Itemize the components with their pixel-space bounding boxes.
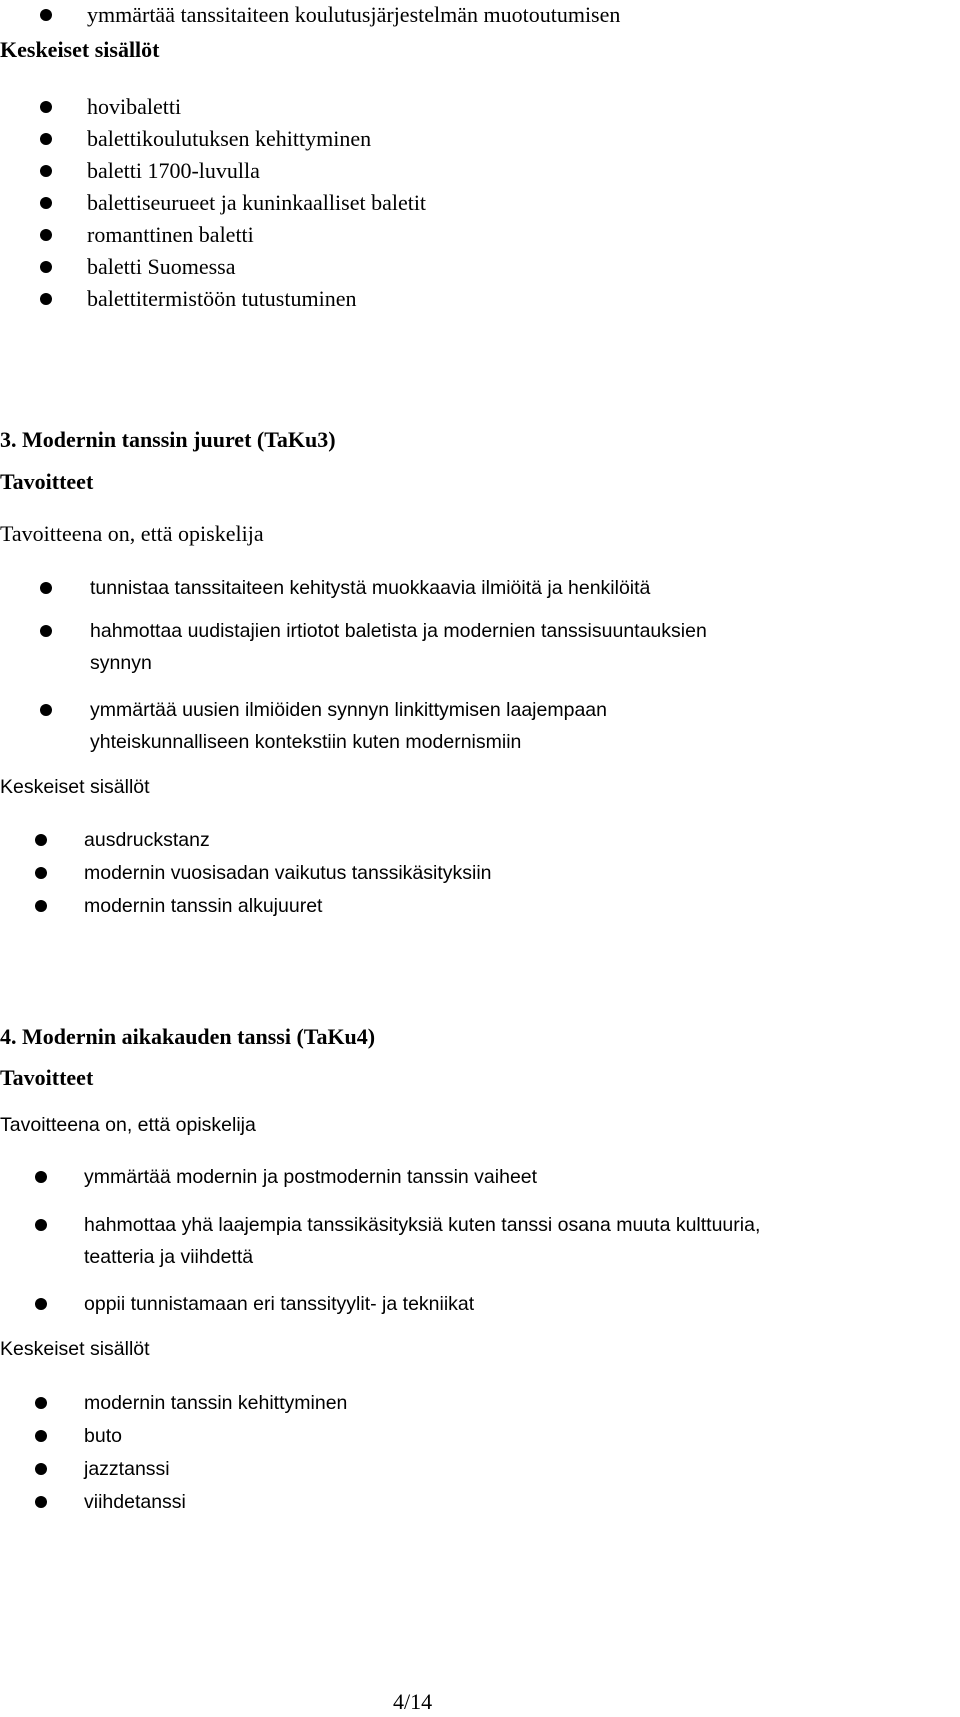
contents-item: balettikoulutuksen kehittyminen <box>87 126 372 151</box>
bullet-icon <box>35 1219 47 1231</box>
goals-heading: Tavoitteet <box>0 1065 94 1090</box>
bullet-icon <box>35 1430 47 1442</box>
bullet-icon <box>35 1496 47 1508</box>
contents-item: baletti 1700-luvulla <box>87 158 260 183</box>
contents-item: modernin tanssin alkujuuret <box>84 895 323 917</box>
contents-item: buto <box>84 1425 122 1447</box>
bullet-icon <box>40 625 52 637</box>
section-title: 3. Modernin tanssin juuret (TaKu3) <box>0 427 336 452</box>
bullet-icon <box>40 293 52 305</box>
contents-item: balettiseurueet ja kuninkaalliset baletit <box>87 190 427 215</box>
goal-item: ymmärtää uusien ilmiöiden synnyn linkittymisen laajempaan <box>90 699 607 721</box>
goal-item: ymmärtää modernin ja postmodernin tanssin vaiheet <box>84 1166 538 1188</box>
contents-item: jazztanssi <box>84 1458 170 1480</box>
goal-item-continuation: synnyn <box>90 652 152 674</box>
goal-item: hahmottaa uudistajien irtiotot baletista ja modernien tanssisuuntauksien <box>90 620 707 642</box>
goal-item: tunnistaa tanssitaiteen kehitystä muokkaavia ilmiöitä ja henkilöitä <box>90 577 651 599</box>
goal-item: oppii tunnistamaan eri tanssityylit- ja tekniikat <box>84 1293 475 1315</box>
bullet-icon <box>35 867 47 879</box>
bullet-icon <box>35 1298 47 1310</box>
contents-item: balettitermistöön tutustuminen <box>87 286 357 311</box>
section-title: 4. Modernin aikakauden tanssi (TaKu4) <box>0 1024 376 1049</box>
bullet-icon <box>35 1397 47 1409</box>
bullet-icon <box>40 165 52 177</box>
goal-item-continuation: yhteiskunnalliseen kontekstiin kuten modernismiin <box>90 731 522 753</box>
bullet-icon <box>40 582 52 594</box>
contents-item: modernin tanssin kehittyminen <box>84 1392 348 1414</box>
contents-item: modernin vuosisadan vaikutus tanssikäsityksiin <box>84 862 492 884</box>
contents-heading: Keskeiset sisällöt <box>0 776 150 798</box>
objective-item: ymmärtää tanssitaiteen koulutusjärjestelmän muotoutumisen <box>87 2 621 27</box>
contents-heading: Keskeiset sisällöt <box>0 1338 150 1360</box>
bullet-icon <box>35 900 47 912</box>
bullet-icon <box>40 704 52 716</box>
bullet-icon <box>40 261 52 273</box>
contents-item: hovibaletti <box>87 94 182 119</box>
bullet-icon <box>35 834 47 846</box>
contents-heading: Keskeiset sisällöt <box>0 37 160 62</box>
bullet-icon <box>40 9 52 21</box>
bullet-icon <box>40 101 52 113</box>
goals-heading: Tavoitteet <box>0 469 94 494</box>
bullet-icon <box>40 197 52 209</box>
bullet-icon <box>40 133 52 145</box>
bullet-icon <box>35 1171 47 1183</box>
contents-item: ausdruckstanz <box>84 829 210 851</box>
goals-intro: Tavoitteena on, että opiskelija <box>0 521 264 546</box>
bullet-icon <box>40 229 52 241</box>
contents-item: baletti Suomessa <box>87 254 236 279</box>
goal-item: hahmottaa yhä laajempia tanssikäsityksiä kuten tanssi osana muuta kulttuuria, <box>84 1214 761 1236</box>
page-number: 4/14 <box>393 1689 433 1714</box>
goal-item-continuation: teatteria ja viihdettä <box>84 1246 254 1268</box>
contents-item: romanttinen baletti <box>87 222 254 247</box>
bullet-icon <box>35 1463 47 1475</box>
goals-intro: Tavoitteena on, että opiskelija <box>0 1114 256 1136</box>
contents-item: viihdetanssi <box>84 1491 186 1513</box>
